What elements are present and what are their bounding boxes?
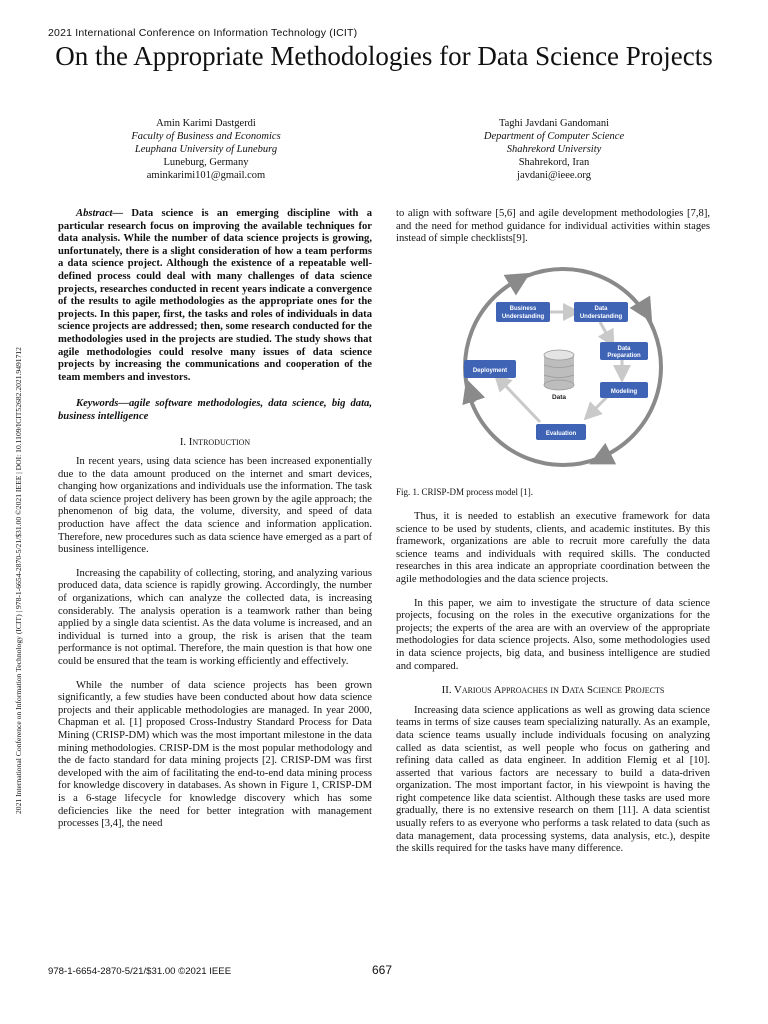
node-label-data: Data (551, 394, 567, 401)
author-block-2 (424, 117, 684, 182)
author-email: javdani@ieee.org (517, 170, 591, 181)
crisp-dm-figure (450, 262, 676, 472)
inner-arrow-icon (500, 380, 540, 422)
node-label: Preparation (607, 353, 641, 359)
paragraph: In recent years, using data science has been increased exponentially due to the data amount produced on the internet and smart devices, changing how organizations and individuals use the information. The task of data science project delivery has been grown by the agile approach; the phenomenon of big data, the volume, diversity, and speed of data production have affect the data science and information application. Therefore, new procedures such as data science have emerged as a part of business intelligence. (58, 456, 372, 556)
author-name: Amin Karimi Dastgerdi (156, 118, 256, 129)
ring-arrow-icon (510, 279, 520, 285)
abstract-text: Data science is an emerging discipline with a particular research focus on improving the available techniques for data analysis. While the number of data science projects is growing, unfortunately, there is a slight consideration of how a team performs a data science project. Although the existence of a repeatable well-defined process could deal with many challenges of data science projects, researches conducted in recent years indicate a convergence of the results to agile methodologies as the appropriate ones for the projects. In this paper, first, the tasks and roles of individuals in data science projects are addressed; then, some research conducted for the methodologies used in the projects are studied. The study shows that agile methodologies could resolve many issues of data science projects by increasing the communications and cooperation of the team members and investors. (58, 208, 372, 383)
author-block-1 (76, 117, 336, 182)
author-name: Taghi Javdani Gandomani (498, 118, 610, 129)
right-column-top (396, 208, 710, 257)
paragraph: While the number of data science projects has been grown significantly, a few studies have been conducted about how data science projects and their applicable methodologies are managed. In year 2000, Chapman et al. [1] proposed Cross-Industry Standard Process for Data Mining (CRISP-DM) which was the most important milestone in the data mining methodologies. CRISP-DM is the most popular methodology and the de facto standard for data mining projects [2]. CRISP-DM was first developed with the aim of facilitating the end-to-end data mining process for knowledge discovery in databases. As shown in Figure 1, CRISP-DM is a 6-stage lifecycle for knowledge discovery which has some deficiencies like the need for better integration with management processes [3,4], the need (58, 679, 372, 830)
node-label: Understanding (579, 314, 623, 320)
paragraph: In this paper, we aim to investigate the structure of data science projects, focusing on the roles in the executive organizations for the projects; the experts of the area are with an overview of the appropriate methodologies for data science projects. Also, some methodologies used in data science projects, big data, and business intelligence are studied and compared. (396, 597, 710, 672)
author-org: Leuphana University of Luneburg (134, 144, 278, 155)
paragraph: Thus, it is needed to establish an executive framework for data science to be used by students, clients, and academic institutes. By this framework, organizations are able to recruit more carefully the data science teams and individuals with required skills. The conducted researches in this area indicate an appropriate coordination between the agile methodologies and the data science projects. (396, 511, 710, 585)
abstract-lead: Abstract— (76, 208, 124, 219)
node-label: Data (594, 306, 608, 312)
node-label: Data (617, 346, 631, 352)
inner-arrow-icon (600, 322, 610, 340)
side-identifier-text: 2021 International Conference on Information Technology (ICIT) | 978-1-6654-2870-5/21/$31.00 ©2021 IEEE | DOI: 10.1109/ICIT52682.2021.9491712 (14, 347, 23, 814)
right-column-bottom (396, 511, 710, 867)
footer-isbn: 978-1-6654-2870-5/21/$31.00 ©2021 IEEE (48, 966, 232, 977)
figure-caption: Fig. 1. CRISP-DM process model [1]. (396, 487, 533, 497)
author-location: Shahrekord, Iran (518, 157, 590, 168)
author-location: Luneburg, Germany (163, 157, 249, 168)
page-number: 667 (372, 963, 393, 977)
section-heading-approaches: II. Various Approaches in Data Science Projects (441, 684, 665, 697)
paragraph: Increasing the capability of collecting, storing, and analyzing various produced data, data science is rapidly growing. Accordingly, the number of organizations, which can analyze the collected data, is increasing considerably. The analysis operation is a teamwork rather than being applied by a single data scientist. As the data volume is increased, and an individual is turned into a group, the risk is arisen that the team performance is not optimal. Therefore, the main question is that how one could be ensured that the team is working efficiently and effectively. (58, 567, 372, 667)
author-org: Shahrekord University (506, 144, 602, 155)
paper-title: On the Appropriate Methodologies for Data Science Projects (55, 41, 713, 71)
author-email: aminkarimi101@gmail.com (146, 170, 266, 181)
node-label: Understanding (501, 314, 545, 320)
keywords: Keywords—agile software methodologies, data science, big data, business intelligence (58, 398, 372, 422)
crisp-dm-diagram (450, 262, 676, 472)
ring-arrow-icon (600, 454, 610, 459)
left-column (58, 208, 372, 842)
node-label: Business (509, 306, 537, 312)
author-dept: Department of Computer Science (483, 131, 625, 142)
node-label: Deployment (472, 368, 508, 374)
node-label: Evaluation (545, 431, 577, 437)
side-identifier (14, 214, 26, 814)
node-label: Modeling (610, 389, 638, 395)
conference-header: 2021 International Conference on Information Technology (ICIT) (48, 27, 358, 39)
abstract (58, 208, 372, 384)
paragraph-continuation: to align with software [5,6] and agile development methodologies [7,8], and the need for method guidance for individual activities within stages instead of simple checklists[9]. (396, 208, 710, 245)
database-icon (544, 350, 574, 390)
paragraph: Increasing data science applications as well as growing data science teams in terms of size causes team specializing naturally. As an example, data science teams usually include individuals focusing on analyzing called as data scientist, as well people who focus on gathering and refining data called as data engineer. In addition Flemig et al [10]. asserted that various factors are necessary to build a data-driven organization. The most important factor, in his viewpoint is having the right competence like data scientist. Although these tasks are used more gradually, there is no extensive research on them [11]. A data scientist usually refers to as everyone who performs a task related to data (such as data management, data processing systems, data analysis, etc.), despite the skills required for the tasks have many difference. (396, 704, 710, 855)
section-heading-introduction: I. Introduction (179, 435, 251, 448)
author-dept: Faculty of Business and Economics (131, 131, 281, 142)
